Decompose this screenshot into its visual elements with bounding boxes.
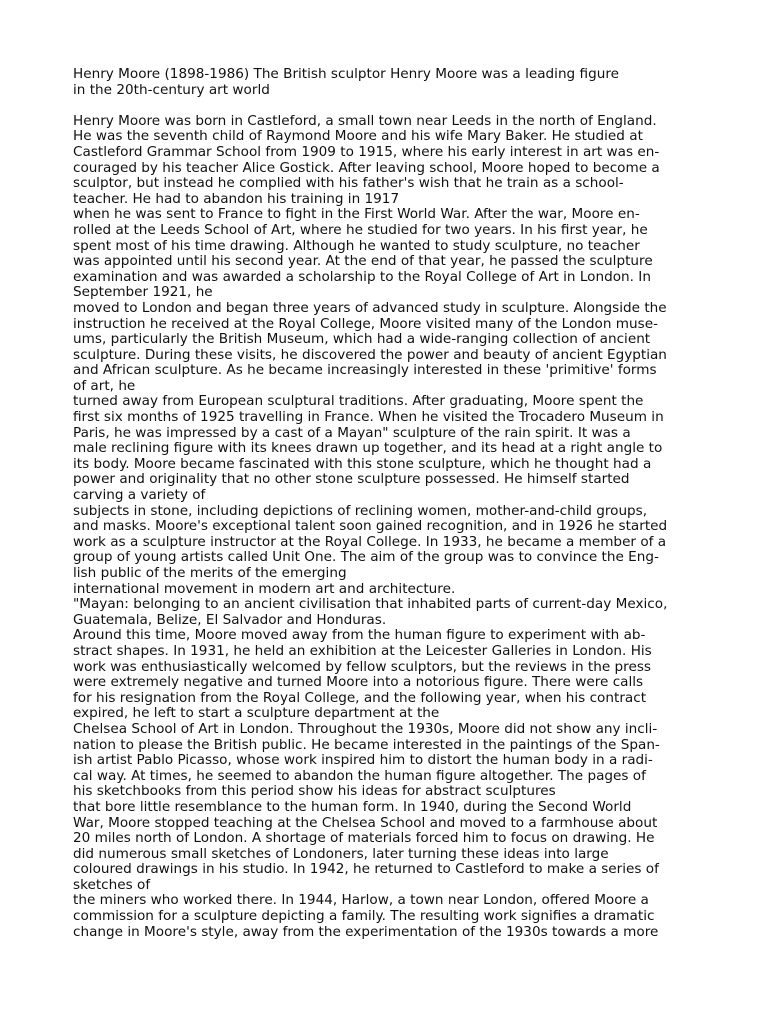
body-line: and African sculpture. As he became increasingly interested in these 'primitive' forms xyxy=(73,362,657,379)
body-line: change in Moore's style, away from the experimentation of the 1930s towards a more xyxy=(73,923,659,940)
paragraph-gap xyxy=(73,98,703,114)
body-line: Around this time, Moore moved away from the human figure to experiment with ab- xyxy=(73,627,646,644)
body-line: its body. Moore became fascinated with this stone sculpture, which he thought had a xyxy=(73,455,652,472)
body-line: work was enthusiastically welcomed by fellow sculptors, but the reviews in the press xyxy=(73,658,651,675)
body-line: sculptor, but instead he complied with his father's wish that he train as a school- xyxy=(73,175,624,192)
body-line: War, Moore stopped teaching at the Chelsea School and moved to a farmhouse about xyxy=(73,814,658,831)
body-line: subjects in stone, including depictions of reclining women, mother-and-child groups, xyxy=(73,502,648,519)
body-line: Chelsea School of Art in London. Throughout the 1930s, Moore did not show any incli- xyxy=(73,720,658,737)
body-line: when he was sent to France to fight in the First World War. After the war, Moore en- xyxy=(73,206,640,223)
body-line: cal way. At times, he seemed to abandon the human figure altogether. The pages of xyxy=(73,767,646,784)
body-line: his sketchbooks from this period show his ideas for abstract sculptures xyxy=(73,783,556,800)
body-line: lish public of the merits of the emerging xyxy=(73,565,347,581)
body-line: instruction he received at the Royal College, Moore visited many of the London muse- xyxy=(73,315,658,332)
body-line: group of young artists called Unit One. The aim of the group was to convince the Eng- xyxy=(73,549,659,566)
body-line: Paris, he was impressed by a cast of a Mayan" sculpture of the rain spirit. It was a xyxy=(73,424,631,441)
body-line: teacher. He had to abandon his training in 1917 xyxy=(73,190,400,207)
body-line: sculpture. During these visits, he discovered the power and beauty of ancient Egyptian xyxy=(73,346,667,363)
body-line: 20 miles north of London. A shortage of materials forced him to focus on drawing. He xyxy=(73,830,655,847)
body-line: and masks. Moore's exceptional talent soon gained recognition, and in 1926 he started xyxy=(73,518,668,535)
body-line: ums, particularly the British Museum, which had a wide-ranging collection of ancient xyxy=(73,331,651,348)
body-line: Castleford Grammar School from 1909 to 1915, where his early interest in art was en- xyxy=(73,143,660,160)
body-line: rolled at the Leeds School of Art, where he studied for two years. In his first year, he xyxy=(73,221,648,238)
document-text xyxy=(73,67,703,940)
body-line: couraged by his teacher Alice Gostick. After leaving school, Moore hoped to become a xyxy=(73,159,660,176)
body-line: that bore little resemblance to the human form. In 1940, during the Second World xyxy=(73,798,632,815)
body-line: of art, he xyxy=(73,377,136,394)
body-line: ish artist Pablo Picasso, whose work inspired him to distort the human body in a radi- xyxy=(73,752,653,769)
body-line: moved to London and began three years of advanced study in sculpture. Alongside the xyxy=(73,299,667,316)
body-line: power and originality that no other stone sculpture possessed. He himself started xyxy=(73,471,630,488)
body-line: male reclining figure with its knees drawn up together, and its head at a right angle to xyxy=(73,440,663,457)
body-line: for his resignation from the Royal College, and the following year, when his contract xyxy=(73,689,647,706)
body-line: work as a sculpture instructor at the Royal College. In 1933, he became a member of a xyxy=(73,533,667,550)
title-line: Henry Moore (1898-1986) The British sculptor Henry Moore was a leading figure xyxy=(73,66,619,82)
body-line: commission for a sculpture depicting a family. The resulting work signifies a dramatic xyxy=(73,908,655,925)
body-line: expired, he left to start a sculpture department at the xyxy=(73,705,440,722)
body-line: turned away from European sculptural traditions. After graduating, Moore spent the xyxy=(73,393,644,410)
body-line: international movement in modern art and architecture. xyxy=(73,580,456,597)
body-line: "Mayan: belonging to an ancient civilisation that inhabited parts of current-day Mexico, xyxy=(73,596,668,613)
body-text xyxy=(73,114,703,940)
body-line: carving a variety of xyxy=(73,487,206,504)
body-line: Guatemala, Belize, El Salvador and Honduras. xyxy=(73,611,387,628)
title-line: in the 20th-century art world xyxy=(73,81,270,98)
body-line: nation to please the British public. He became interested in the paintings of the Span- xyxy=(73,736,660,753)
body-line: spent most of his time drawing. Although he wanted to study sculpture, no teacher xyxy=(73,237,640,254)
body-line: was appointed until his second year. At the end of that year, he passed the sculpture xyxy=(73,253,653,270)
body-line: He was the seventh child of Raymond Moore and his wife Mary Baker. He studied at xyxy=(73,128,643,145)
body-line: Henry Moore was born in Castleford, a small town near Leeds in the north of England. xyxy=(73,112,657,129)
body-line: first six months of 1925 travelling in France. When he visited the Trocadero Museum in xyxy=(73,409,664,426)
body-line: the miners who worked there. In 1944, Harlow, a town near London, offered Moore a xyxy=(73,892,649,909)
body-line: September 1921, he xyxy=(73,284,213,301)
body-line: examination and was awarded a scholarship to the Royal College of Art in London. In xyxy=(73,268,651,285)
body-line: were extremely negative and turned Moore into a notorious figure. There were calls xyxy=(73,674,644,691)
body-line: did numerous small sketches of Londoners, later turning these ideas into large xyxy=(73,845,609,862)
body-line: coloured drawings in his studio. In 1942, he returned to Castleford to make a series of xyxy=(73,861,659,878)
body-line: sketches of xyxy=(73,876,151,893)
body-line: stract shapes. In 1931, he held an exhibition at the Leicester Galleries in London. His xyxy=(73,642,652,659)
